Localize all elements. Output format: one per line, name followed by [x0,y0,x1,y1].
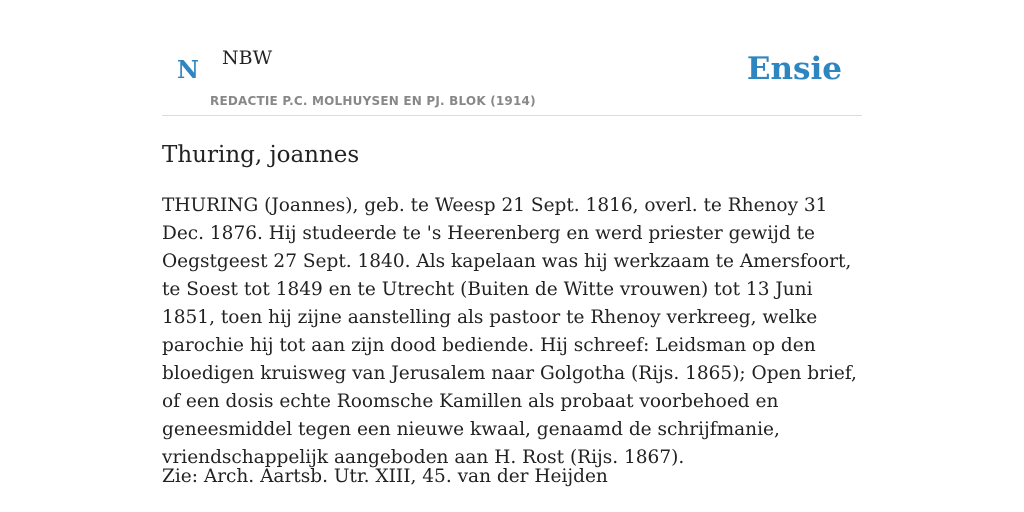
brand-logo[interactable]: Ensie [746,51,842,87]
page [162,0,862,512]
entry-title: Thuring, joannes [162,142,360,168]
editors-credit: REDACTIE P.C. MOLHUYSEN EN PJ. BLOK (1914) [210,94,536,108]
source-name[interactable]: NBW [222,47,273,69]
source-logo[interactable]: N [177,55,199,84]
header-divider [162,115,862,116]
entry-reference: Zie: Arch. Aartsb. Utr. XIII, 45. van der Heijden [162,466,608,487]
entry-body: THURING (Joannes), geb. te Weesp 21 Sept. 1816, overl. te Rhenoy 31 Dec. 1876. Hij studeerde te 's Heerenberg en werd priester gewijd te Oegstgeest 27 Sept. 1840. Als kapelaan was hij werkzaam te Amersfoort, te Soest tot 1849 en te Utrecht (Buiten de Witte vrouwen) tot 13 Juni 1851, toen hij zijne aanstelling als pastoor te Rhenoy verkreeg, welke parochie hij tot aan zijn dood bediende. Hij schreef: Leidsman op den bloedigen kruisweg van Jerusalem naar Golgotha (Rijs. 1865); Open brief, of een dosis echte Roomsche Kamillen als probaat voorbehoed en geneesmiddel tegen een nieuwe kwaal, genaamd de schrijfmanie, vriendschappelijk aangeboden aan H. Rost (Rijs. 1867). [162,195,857,468]
